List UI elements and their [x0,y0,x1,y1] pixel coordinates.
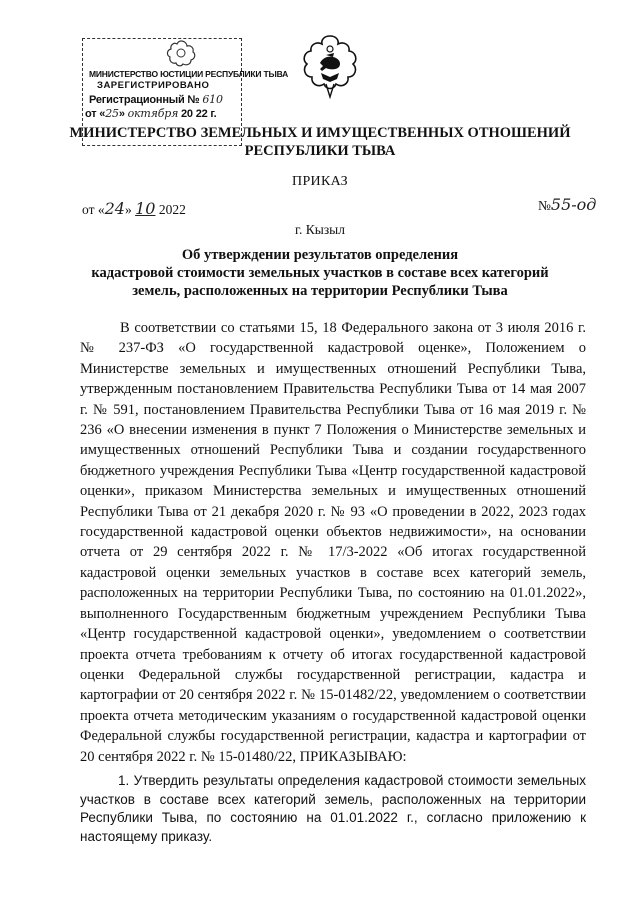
date-year: 2022 [158,202,186,217]
date-mid: » [124,202,132,217]
number-prefix: № [538,198,551,213]
order-number [538,195,596,214]
stamp-registration-date [85,107,217,120]
preamble-paragraph: В соответствии со статьями 15, 18 Федерального закона от 3 июля 2016 г. № 237-ФЗ «О государственной кадастровой оценке», Положением о Министерстве земельных и имущественных отношений Республики Тыва, утвержденным постановлением Правительства Республики Тыва от 14 мая 2007 г. № 591, постановлением Правительства Республики Тыва от 16 мая 2019 г. № 236 «О внесении изменения в пункт 7 Положения о Министерстве земельных и имущественных отношений Республики Тыва и создании государственного бюджетного учреждения Республики Тыва «Центр государственной кадастровой оценки», приказом Министерства земельных и имущественных отношений Республики Тыва от 21 декабря 2020 г. № 93 «О проведении в 2022, 2023 годах государственной кадастровой оценки объектов недвижимости», на основании отчета от 29 сентября 2022 г. № 17/3-2022 «Об итогах государственной кадастровой оценки земельных участков в составе всех категорий земель, расположенных на территории Республики Тыва, по состоянию на 01.01.2022», выполненного Государственным бюджетным учреждением Республики Тыва «Центр государственной кадастровой оценки», уведомлением о соответствии проекта отчета требованиям к отчету об итогах государственной кадастровой оценки Федеральной службы государственной регистрации, кадастра и картографии от 20 сентября 2022 г. № 15-01482/22, уведомлением о соответствии проекта отчета методическим указаниям о государственной кадастровой оценки Федеральной службы государственной регистрации, кадастра и картографии от 20 сентября 2022 г. № 15-01480/22, ПРИКАЗЫВАЮ: [80,320,586,765]
stamp-emblem-icon [165,39,197,67]
stamp-registration-value: 610 [202,93,223,106]
order-heading-line2: кадастровой стоимости земельных участков в составе всех категорий [91,265,549,281]
order-heading [0,246,640,300]
date-day: 24 [104,199,125,218]
ministry-name-line1: МИНИСТЕРСТВО ЗЕМЕЛЬНЫХ И ИМУЩЕСТВЕННЫХ ОТНОШЕНИЙ [69,125,571,141]
order-item-1: 1. Утвердить результаты определения кадастровой стоимости земельных участков в составе всех категорий земель, расположенных на территории Республики Тыва, по состоянию на 01.01.2022 г., согласно приложению к настоящему приказу. [80,773,586,844]
order-date [82,199,186,218]
stamp-registration-label: Регистрационный № [89,94,200,106]
order-heading-line1: Об утверждении результатов определения [181,247,459,263]
coat-of-arms-icon [300,33,360,99]
ministry-name-line2: РЕСПУБЛИКИ ТЫВА [244,143,396,159]
date-prefix: от « [82,202,105,217]
stamp-date-prefix: от « [85,108,106,120]
stamp-registration-number [89,93,223,106]
number-value: 55-од [550,195,597,214]
stamp-registered-line: ЗАРЕГИСТРИРОВАНО [97,80,210,91]
city: г. Кызыл [295,222,345,237]
stamp-date-year: 20 22 г. [181,108,217,120]
ministry-name [0,124,640,160]
stamp-date-month: октября [127,107,179,120]
date-month: 10 [135,199,156,218]
stamp-date-mid: » [118,108,125,120]
stamp-ministry-line: МИНИСТЕРСТВО ЮСТИЦИИ РЕСПУБЛИКИ ТЫВА [89,69,289,79]
stamp-date-day: 25 [105,107,119,120]
document-type: ПРИКАЗ [292,174,348,189]
order-heading-line3: земель, расположенных на территории Республики Тыва [132,283,508,299]
